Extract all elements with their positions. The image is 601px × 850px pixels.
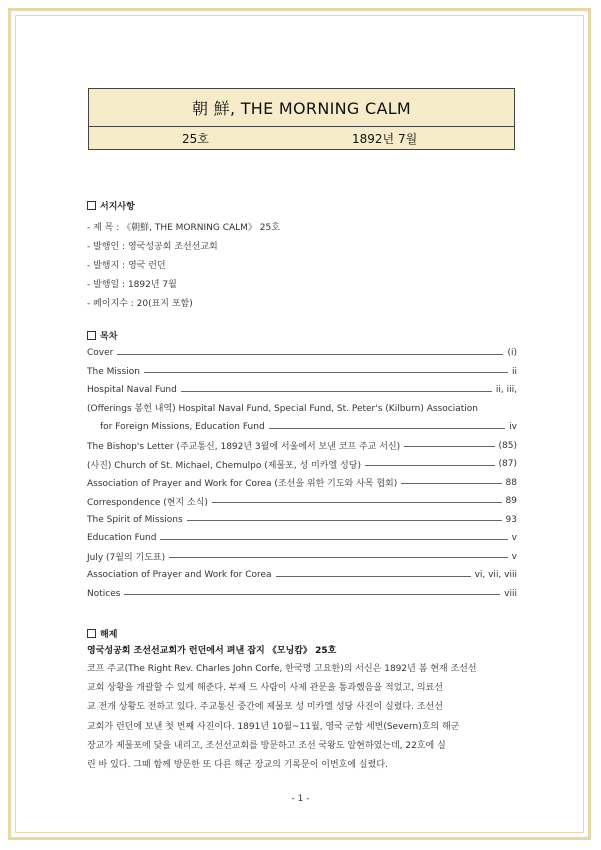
bibliography-title-row: - 제 목 : 《朝鮮, THE MORNING CALM》 25호 [87,223,280,233]
toc-entry: for Foreign Missions, Education Fund iv [100,422,517,433]
summary-heading: 해제 [87,627,117,640]
toc-entry: July (7월의 기도표) v [87,551,517,564]
summary-title: 영국성공회 조선선교회가 런던에서 펴낸 잡지 《모닝캄》 25호 [87,646,337,656]
summary-line: 린 바 있다. 그때 함께 방문한 또 다른 해군 장교의 기록문이 이번호에 실렸다. [87,760,388,771]
summary-line: 교회가 런던에 보낸 첫 번째 사진이다. 1891년 10월~11월, 영국 군함 세번(Severn)호의 해군 [87,721,460,732]
summary-body [87,660,515,775]
toc-entry: (사진) Church of St. Michael, Chemulpo (제물포, 성 미카엘 성당) (87) [87,459,517,471]
bibliography-place-row: - 발행지 : 영국 런던 [87,261,166,271]
document-title: 朝 鮮, THE MORNING CALM [89,89,514,127]
summary-line: 교 전개 상황도 전하고 있다. 주교통신 중간에 제물포 성 미카엘 성당 사진이 실렸다. 조선선 [87,702,443,713]
title-subrow [89,127,514,149]
page-number: - 1 - [291,794,310,804]
bibliography-heading: 서지사항 [87,199,135,212]
toc-entry: Association of Prayer and Work for Corea (조선을 위한 기도와 사목 협회) 88 [87,477,517,490]
title-box [88,88,515,150]
checkbox-square-icon [87,629,96,638]
bibliography-date-row: - 발행일 : 1892년 7월 [87,280,177,290]
issue-date: 1892년 7월 [352,132,418,146]
bibliography-pages-row: - 페이지수 : 20(표지 포함) [87,299,193,309]
toc-entry: Correspondence (현지 소식) 89 [87,496,517,508]
issue-number: 25호 [182,132,209,146]
toc-entry: Association of Prayer and Work for Corea vi, vii, viii [87,570,517,581]
toc-entry: The Bishop's Letter (주교통신, 1892년 3월에 서울에서 보낸 코프 주교 서신) (85) [87,440,517,453]
summary-line: 장교가 제물포에 닻을 내리고, 조선선교회를 방문하고 조선 국왕도 알현하였는데, 22호에 실 [87,740,446,751]
toc-entry: Cover (i) [87,348,517,359]
toc-entry: Notices viii [87,588,517,599]
bibliography-publisher-row: - 발행인 : 영국성공회 조선선교회 [87,242,218,252]
toc-entry: Education Fund v [87,533,517,544]
toc-entry: The Spirit of Missions 93 [87,514,517,525]
summary-line: 코프 주교(The Right Rev. Charles John Corfe, 한국명 고요한)의 서신은 1892년 봄 현재 조선선 [87,664,477,674]
checkbox-square-icon [87,201,96,210]
toc-heading: 목차 [87,329,117,342]
bibliography-list [87,219,517,314]
toc-entry: (Offerings 봉헌 내역) Hospital Naval Fund, Special Fund, St. Peter's (Kilburn) Association [87,403,478,414]
table-of-contents [87,344,517,603]
checkbox-square-icon [87,331,96,340]
toc-entry: The Mission ii [87,366,517,377]
toc-entry: Hospital Naval Fund ii, iii, [87,385,517,396]
summary-line: 교회 상황을 개괄할 수 있게 해준다. 부제 드 사람이 사제 관문을 통과했음을 적었고, 의료선 [87,683,443,694]
